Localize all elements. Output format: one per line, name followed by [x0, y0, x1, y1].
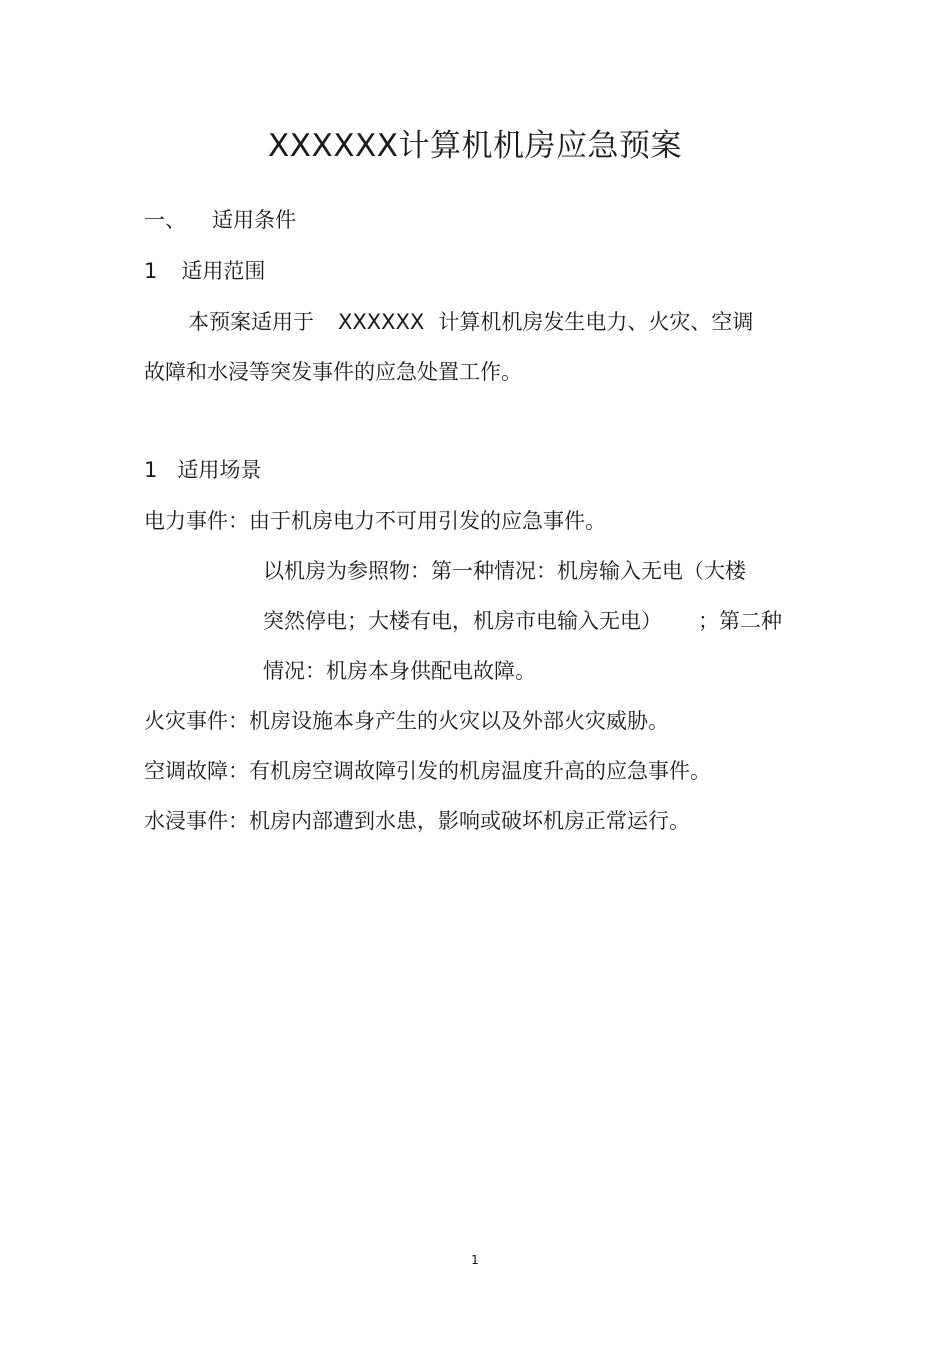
- subsection-heading-scope: [144, 257, 265, 285]
- subsection-title: 适用范围: [181, 259, 266, 283]
- document-title: XXXXXX计算机机房应急预案: [268, 128, 682, 164]
- scope-paragraph-line-2: 故障和水浸等突发事件的应急处置工作。: [144, 360, 522, 384]
- subsection-number: 1: [144, 458, 158, 482]
- subsection-number: 1: [144, 259, 158, 283]
- scene-label: 水浸事件：: [144, 809, 249, 833]
- scope-paragraph-line-1: [188, 308, 753, 336]
- power-detail-text-b: ；第二种: [698, 609, 782, 633]
- scene-label: 电力事件：: [144, 509, 249, 533]
- scene-fire: [144, 707, 669, 735]
- scene-text: 有机房空调故障引发的机房温度升高的应急事件。: [249, 759, 711, 783]
- subsection-title: 适用场景: [177, 458, 262, 482]
- scope-text-a: 本预案适用于: [188, 310, 314, 334]
- scene-power: [144, 507, 606, 535]
- power-detail-line-1: 以机房为参照物：第一种情况：机房输入无电（大楼: [263, 559, 746, 583]
- scope-text-c: 计算机机房发生电力、火灾、空调: [438, 310, 754, 334]
- scene-text: 机房内部遭到水患，影响或破坏机房正常运行。: [249, 809, 690, 833]
- scene-aircon: [144, 757, 711, 785]
- power-detail-text-a: 突然停电；大楼有电，机房市电输入无电）: [263, 609, 662, 633]
- scene-label: 火灾事件：: [144, 709, 249, 733]
- scene-water: [144, 807, 690, 835]
- subsection-heading-scenes: [144, 456, 261, 484]
- page-number: 1: [471, 1253, 479, 1267]
- section-title: 适用条件: [212, 208, 296, 232]
- power-detail-line-2: [263, 607, 782, 635]
- scope-org-placeholder: XXXXXX: [338, 310, 425, 334]
- section-number: 一、: [144, 208, 186, 232]
- power-detail-line-3: 情况：机房本身供配电故障。: [263, 659, 536, 683]
- scene-text: 由于机房电力不可用引发的应急事件。: [249, 509, 606, 533]
- section-heading-conditions: [144, 206, 296, 234]
- scene-text: 机房设施本身产生的火灾以及外部火灾威胁。: [249, 709, 669, 733]
- scene-label: 空调故障：: [144, 759, 249, 783]
